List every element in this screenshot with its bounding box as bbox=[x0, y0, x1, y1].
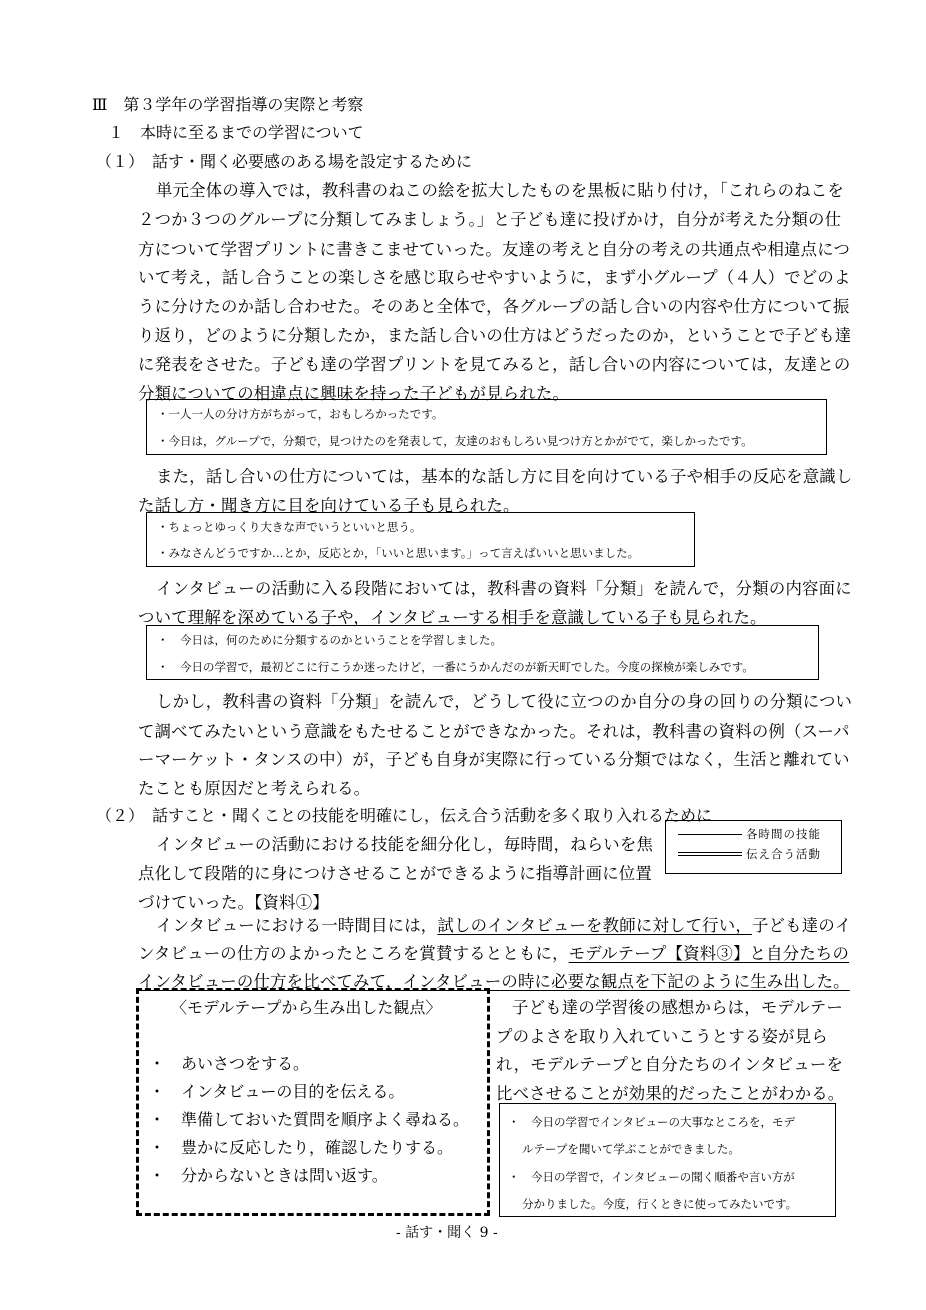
paragraph-line: り返り，どのように分類したか，また話し合いの仕方はどうだったのか，ということで子ども達 bbox=[138, 326, 852, 345]
paragraph-line: 比べさせることが効果的だったことがわかる。 bbox=[496, 1084, 845, 1103]
comment-line: ・ 今日の学習でインタビューの大事なところを，モデ bbox=[508, 1115, 796, 1129]
paragraph-line: しかし，教科書の資料「分類」を読んで，どうして役に立つのか自分の身の回りの分類につい bbox=[156, 692, 853, 711]
paragraph-line: 単元全体の導入では，教科書のねこの絵を拡大したものを黒板に貼り付け，「これらのねこを bbox=[156, 181, 844, 200]
student-comments-box-1 bbox=[146, 399, 827, 455]
paragraph-line: たことも原因だと考えられる。 bbox=[138, 779, 371, 798]
paragraph-line: うに分けたのか話し合わせた。そのあと全体で，各グループの話し合いの内容や仕方について振 bbox=[138, 297, 850, 316]
comment-line: ・ 今日の学習で，インタビューの聞く順番や言い方が bbox=[508, 1170, 795, 1184]
student-comments-box-3 bbox=[146, 625, 819, 680]
paragraph-line: 方について学習プリントに書きこませていった。友達の考えと自分の考えの共通点や相違点につ bbox=[138, 240, 851, 259]
subsection-heading-2: （２） 話すこと・聞くことの技能を明確にし，伝え合う活動を多く取り入れるために bbox=[96, 806, 713, 825]
paragraph-line: て調べてみたいという意識をもたせることができなかった。それは，教科書の資料の例（スーパ bbox=[138, 722, 850, 741]
student-comments-box-2 bbox=[146, 512, 695, 567]
paragraph-line: また，話し合いの仕方については，基本的な話し方に目を向けている子や相手の反応を意識し bbox=[156, 467, 853, 486]
paragraph-line bbox=[156, 912, 852, 936]
underlined-text: モデルテープ【資料③】と自分たちの bbox=[568, 944, 850, 963]
section-heading: １ 本時に至るまでの学習について bbox=[108, 123, 364, 142]
comment-line: ・みなさんどうですか…とか，反応とか，「いいと思います。」って言えばいいと思いました。 bbox=[157, 546, 640, 560]
paragraph-line: インタビューの活動における技能を細分化し，毎時間，ねらいを焦 bbox=[156, 835, 654, 854]
single-line-legend-mark bbox=[678, 834, 742, 835]
text-segment: 子ども達のイ bbox=[751, 916, 852, 935]
paragraph-line: 分類についての相違点に興味を持った子どもが見られた。 bbox=[138, 384, 570, 403]
text-segment: インタビューにおける一時間目には， bbox=[156, 916, 438, 935]
paragraph-line: ーマーケット・タンスの中）が，子ども自身が実際に行っている分類ではなく，生活と離れてい bbox=[138, 750, 850, 769]
comment-line: ・ 今日の学習で，最初どこに行こうか迷ったけど，一番にうかんだのが新天町でした。今度の探検が楽しみです。 bbox=[157, 660, 754, 674]
viewpoints-title: 〈モデルテープから生み出した観点〉 bbox=[171, 998, 442, 1017]
viewpoints-box bbox=[136, 988, 490, 1216]
comment-line: ・ちょっとゆっくり大きな声でいうといいと思う。 bbox=[157, 520, 422, 534]
paragraph-line: インタビューの活動に入る段階においては，教科書の資料「分類」を読んで，分類の内容面に bbox=[156, 579, 852, 598]
viewpoint-item: ・ インタビューの目的を伝える。 bbox=[149, 1082, 405, 1101]
paragraph-line: に発表をさせた。子ども達の学習プリントを見てみると，話し合いの内容については，友達との bbox=[138, 355, 851, 374]
paragraph-line: づけていった。【資料①】 bbox=[138, 893, 329, 912]
paragraph-line: た話し方・聞き方に目を向けている子も見られた。 bbox=[138, 496, 520, 515]
paragraph-line: いて考え，話し合うことの楽しさを感じ取らせやすいように，まず小グループ（４人）でどのよ bbox=[138, 268, 851, 287]
page-footer: - 話す・聞く 9 - bbox=[396, 1225, 498, 1241]
subsection-heading-1: （１） 話す・聞く必要感のある場を設定するために bbox=[96, 152, 473, 171]
chapter-heading: Ⅲ 第３学年の学習指導の実際と考察 bbox=[92, 95, 364, 114]
paragraph-line: れ，モデルテープと自分たちのインタビューを bbox=[496, 1055, 844, 1074]
viewpoint-item: ・ 豊かに反応したり，確認したりする。 bbox=[149, 1138, 454, 1157]
paragraph-line: 子ども達の学習後の感想からは，モデルテー bbox=[512, 998, 843, 1017]
legend-box bbox=[665, 820, 842, 874]
double-line-legend-mark bbox=[678, 852, 742, 856]
viewpoint-item: ・ 準備しておいた質問を順序よく尋ねる。 bbox=[149, 1110, 470, 1129]
paragraph-line bbox=[138, 940, 849, 964]
viewpoint-item: ・ 分からないときは問い返す。 bbox=[149, 1166, 388, 1185]
paragraph-line: ついて理解を深めている子や，インタビューする相手を意識している子も見られた。 bbox=[138, 608, 767, 627]
legend-item-skill: 各時間の技能 bbox=[746, 827, 821, 841]
comment-line: ・ 今日は，何のために分類するのかということを学習しました。 bbox=[157, 633, 502, 647]
underlined-text: インタビューの仕方を比べてみて，インタビューの時に必要な観点を下記のように生み出した。 bbox=[138, 972, 850, 991]
comment-line: ・今日は，グループで，分類で，見つけたのを発表して，友達のおもしろい見つけ方とかがでて，楽しかったです。 bbox=[157, 434, 753, 448]
student-comments-box-4 bbox=[499, 1103, 836, 1217]
legend-item-activity: 伝え合う活動 bbox=[746, 847, 821, 861]
underlined-text: 試しのインタビューを教師に対して行い， bbox=[437, 916, 752, 935]
comment-line: 分かりました。今度，行くときに使ってみたいです。 bbox=[522, 1197, 798, 1211]
paragraph-line: ２つか３つのグループに分類してみましょう。」と子ども達に投げかけ，自分が考えた分類の仕 bbox=[138, 210, 842, 229]
paragraph-line: プのよさを取り入れていこうとする姿が見ら bbox=[496, 1027, 828, 1046]
comment-line: ・一人一人の分け方がちがって，おもしろかったです。 bbox=[157, 407, 444, 421]
text-segment: ンタビューの仕方のよかったところを賞賛するとともに， bbox=[138, 944, 569, 963]
paragraph-line: 点化して段階的に身につけさせることができるように指導計画に位置 bbox=[138, 864, 652, 883]
comment-line: ルテープを聞いて学ぶことができました。 bbox=[522, 1142, 740, 1156]
viewpoint-item: ・ あいさつをする。 bbox=[149, 1054, 310, 1073]
